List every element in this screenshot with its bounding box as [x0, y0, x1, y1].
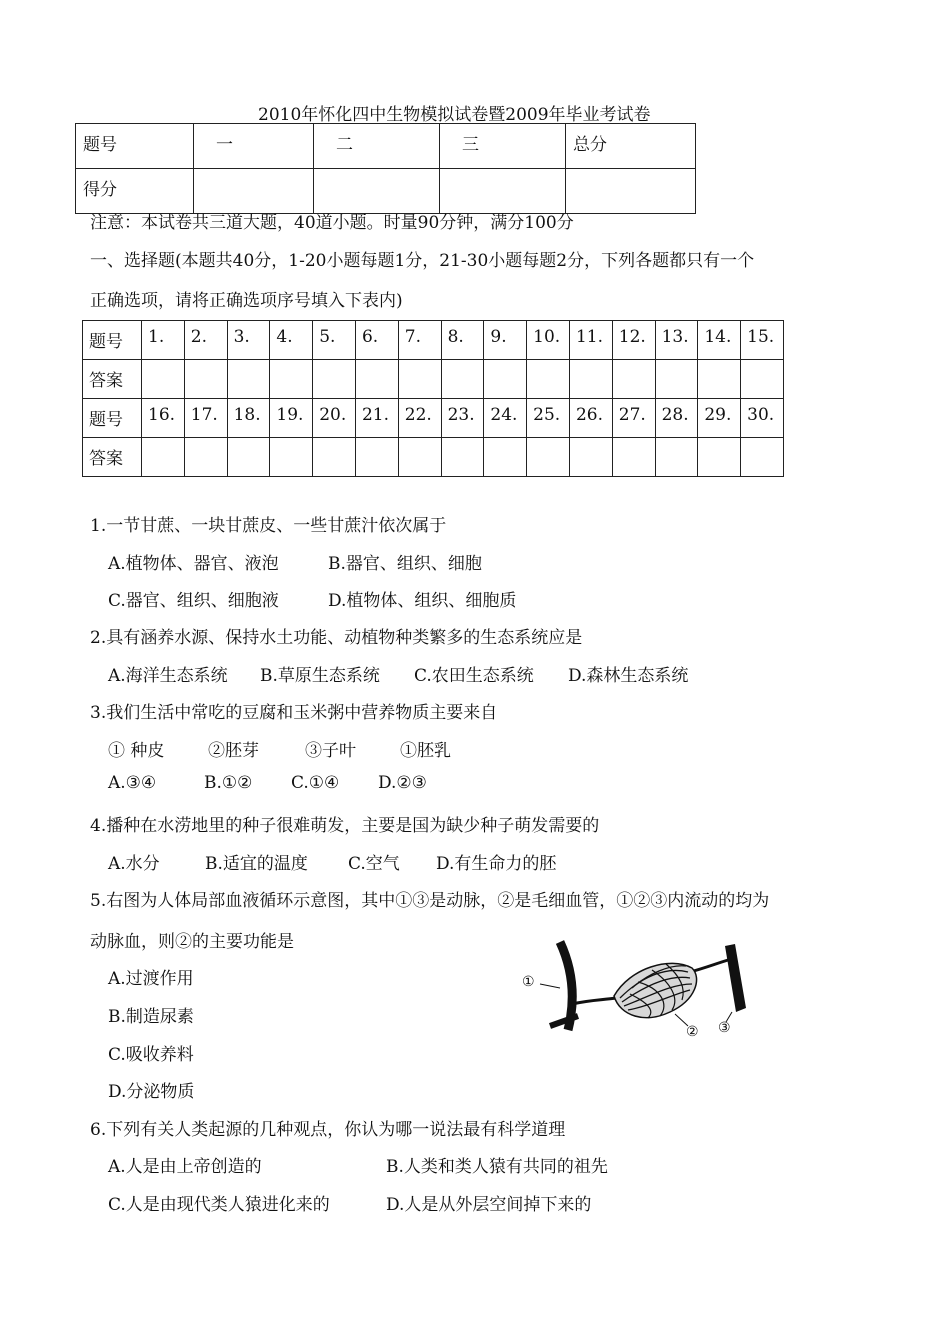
question-number-cell: 16.	[142, 399, 185, 438]
answer-cell[interactable]	[313, 438, 356, 477]
question-number-cell: 1.	[142, 321, 185, 360]
question-number-cell: 23.	[441, 399, 484, 438]
answer-cell[interactable]	[355, 360, 398, 399]
answer-cell[interactable]	[484, 360, 527, 399]
figure-label-3: ③	[718, 1020, 731, 1036]
option-c: C.器官、组织、细胞液	[108, 591, 279, 611]
option-b: B.①②	[204, 773, 253, 793]
score-row-label: 得分	[76, 169, 194, 214]
question-number-cell: 7.	[398, 321, 441, 360]
question-number-cell: 18.	[227, 399, 270, 438]
answer-cell[interactable]	[741, 438, 784, 477]
question-number-cell: 19.	[270, 399, 313, 438]
answer-cell[interactable]	[441, 438, 484, 477]
option-c: C.农田生态系统	[414, 666, 534, 686]
answer-cell[interactable]	[398, 360, 441, 399]
question-stem: 2.具有涵养水源、保持水土功能、动植物种类繁多的生态系统应是	[90, 628, 583, 648]
answer-cell[interactable]	[184, 438, 227, 477]
option-c: C.空气	[348, 854, 400, 874]
option-a: A.水分	[108, 854, 160, 874]
question-number-cell: 24.	[484, 399, 527, 438]
score-header-cell: 总分	[566, 124, 696, 169]
question-number-cell: 4.	[270, 321, 313, 360]
score-table	[75, 123, 696, 214]
answer-table	[82, 320, 784, 477]
score-header-cell: 三	[440, 124, 566, 169]
option-d: D.分泌物质	[108, 1082, 195, 1102]
figure-label-1: ①	[522, 974, 535, 990]
score-header-row	[76, 124, 696, 169]
option-b: B.草原生态系统	[260, 666, 380, 686]
question-number-cell: 20.	[313, 399, 356, 438]
question-stem: 1.一节甘蔗、一块甘蔗皮、一些甘蔗汁依次属于	[90, 516, 447, 536]
answer-cell[interactable]	[227, 438, 270, 477]
answer-cell[interactable]	[270, 360, 313, 399]
score-value-row	[76, 169, 696, 214]
option-d: D.植物体、组织、细胞质	[328, 591, 517, 611]
blood-circulation-figure	[520, 938, 760, 1048]
question-number-cell: 17.	[184, 399, 227, 438]
option-d: D.有生命力的胚	[436, 854, 557, 874]
answer-a-row-2	[83, 438, 784, 477]
answer-cell[interactable]	[142, 438, 185, 477]
option-a: A.③④	[108, 773, 157, 793]
answer-cell[interactable]	[612, 360, 655, 399]
score-header-cell: 题号	[76, 124, 194, 169]
answer-cell[interactable]	[355, 438, 398, 477]
question-number-cell: 14.	[698, 321, 741, 360]
answer-cell[interactable]	[655, 360, 698, 399]
score-cell[interactable]	[440, 169, 566, 214]
answer-cell[interactable]	[398, 438, 441, 477]
question-number-label: 题号	[83, 399, 142, 438]
question-number-cell: 12.	[612, 321, 655, 360]
score-cell[interactable]	[566, 169, 696, 214]
answer-cell[interactable]	[527, 438, 570, 477]
question-number-cell: 5.	[313, 321, 356, 360]
question-number-cell: 29.	[698, 399, 741, 438]
question-number-label: 题号	[83, 321, 142, 360]
choice-item: ②胚芽	[208, 741, 259, 761]
question-number-cell: 21.	[355, 399, 398, 438]
answer-cell[interactable]	[270, 438, 313, 477]
answer-cell[interactable]	[227, 360, 270, 399]
answer-label: 答案	[83, 360, 142, 399]
answer-cell[interactable]	[612, 438, 655, 477]
answer-cell[interactable]	[184, 360, 227, 399]
choice-item: ① 种皮	[108, 741, 165, 761]
question-number-cell: 9.	[484, 321, 527, 360]
option-d: D.森林生态系统	[568, 666, 689, 686]
question-stem: 5.右图为人体局部血液循环示意图，其中①③是动脉，②是毛细血管，①②③内流动的均为	[90, 891, 770, 911]
question-number-cell: 2.	[184, 321, 227, 360]
answer-cell[interactable]	[569, 360, 612, 399]
question-stem: 3.我们生活中常吃的豆腐和玉米粥中营养物质主要来自	[90, 703, 498, 723]
question-number-cell: 28.	[655, 399, 698, 438]
answer-cell[interactable]	[484, 438, 527, 477]
option-d: D.人是从外层空间掉下来的	[386, 1195, 592, 1215]
option-c: C.人是由现代类人猿进化来的	[108, 1195, 330, 1215]
question-stem-cont: 动脉血，则②的主要功能是	[90, 932, 294, 952]
option-c: C.①④	[291, 773, 340, 793]
option-a: A.植物体、器官、液泡	[108, 554, 279, 574]
option-a: A.过渡作用	[108, 969, 194, 989]
answer-cell[interactable]	[441, 360, 484, 399]
answer-label: 答案	[83, 438, 142, 477]
question-number-cell: 27.	[612, 399, 655, 438]
question-number-cell: 3.	[227, 321, 270, 360]
figure-label-2: ②	[686, 1024, 699, 1040]
score-header-cell: 一	[194, 124, 314, 169]
answer-cell[interactable]	[142, 360, 185, 399]
option-b: B.器官、组织、细胞	[328, 554, 482, 574]
answer-cell[interactable]	[527, 360, 570, 399]
option-c: C.吸收养料	[108, 1045, 194, 1065]
answer-cell[interactable]	[741, 360, 784, 399]
option-b: B.制造尿素	[108, 1007, 194, 1027]
option-b: B.人类和类人猿有共同的祖先	[386, 1157, 608, 1177]
question-number-cell: 25.	[527, 399, 570, 438]
choice-item: ①胚乳	[400, 741, 451, 761]
answer-cell[interactable]	[313, 360, 356, 399]
score-cell[interactable]	[194, 169, 314, 214]
option-a: A.海洋生态系统	[108, 666, 228, 686]
question-number-cell: 26.	[569, 399, 612, 438]
question-number-cell: 8.	[441, 321, 484, 360]
option-a: A.人是由上帝创造的	[108, 1157, 262, 1177]
answer-cell[interactable]	[655, 438, 698, 477]
question-number-cell: 30.	[741, 399, 784, 438]
answer-q-row-1	[83, 321, 784, 360]
answer-q-row-2	[83, 399, 784, 438]
section1-heading-cont: 正确选项，请将正确选项序号填入下表内)	[90, 291, 403, 311]
score-header-cell: 二	[314, 124, 440, 169]
question-number-cell: 22.	[398, 399, 441, 438]
option-b: B.适宜的温度	[205, 854, 308, 874]
question-number-cell: 10.	[527, 321, 570, 360]
score-cell[interactable]	[314, 169, 440, 214]
section1-heading: 一、选择题(本题共40分，1-20小题每题1分，21-30小题每题2分，下列各题都只有一个	[90, 251, 755, 271]
answer-cell[interactable]	[698, 360, 741, 399]
question-number-cell: 6.	[355, 321, 398, 360]
choice-item: ③子叶	[305, 741, 356, 761]
option-d: D.②③	[378, 773, 427, 793]
answer-a-row-1	[83, 360, 784, 399]
question-number-cell: 11.	[569, 321, 612, 360]
answer-cell[interactable]	[569, 438, 612, 477]
question-number-cell: 13.	[655, 321, 698, 360]
notice: 注意：本试卷共三道大题，40道小题。时量90分钟，满分100分	[90, 213, 574, 233]
question-stem: 6.下列有关人类起源的几种观点，你认为哪一说法最有科学道理	[90, 1120, 566, 1140]
question-stem: 4.播种在水涝地里的种子很难萌发，主要是国为缺少种子萌发需要的	[90, 816, 600, 836]
answer-cell[interactable]	[698, 438, 741, 477]
page-title: 2010年怀化四中生物模拟试卷暨2009年毕业考试卷	[258, 105, 651, 125]
question-number-cell: 15.	[741, 321, 784, 360]
